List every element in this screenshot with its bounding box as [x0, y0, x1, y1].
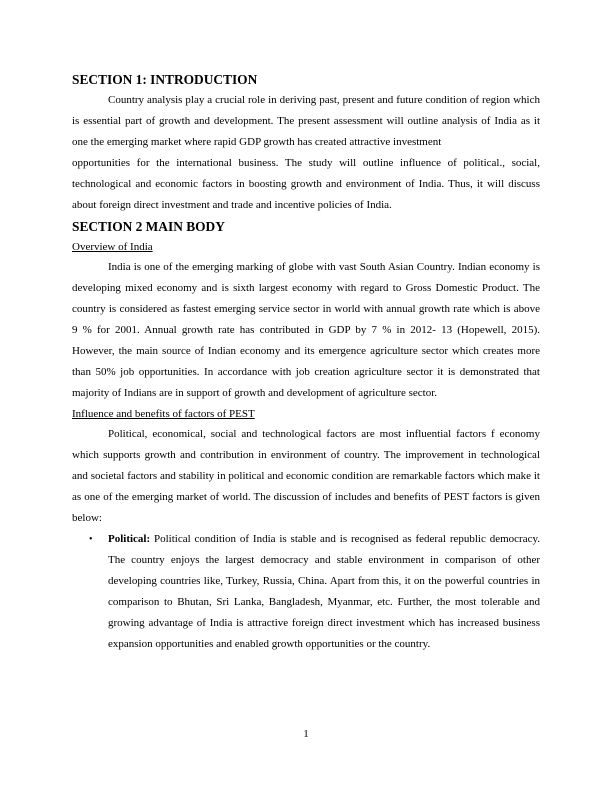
overview-text-2: . However, the main source of Indian economy and its emergence agriculture sector which creates more than 50% job opportunities. In accordance with job creation agriculture sector it is demonstrated that majority of Indians are in support of growth and development of agriculture sector. — [72, 324, 540, 399]
citation: (Hopewell, 2015) — [457, 324, 538, 336]
overview-text-1: India is one of the emerging marking of globe with vast South Asian Country. Indian economy is developing mixed economy and is sixth largest economy with regard to Gross Domestic Product. The country is considered as fastest emerging service sector in world with annual growth rate which is above 9 % for 2001. Annual growth rate has contributed in GDP by 7 % in 2012- 13 — [72, 261, 540, 336]
bullet-marker: • — [89, 534, 93, 545]
bullet-label: Political: — [108, 533, 151, 545]
section-1-heading: SECTION 1: INTRODUCTION — [72, 72, 258, 87]
bullet-text: Political condition of India is stable and is recognised as federal republic democracy. The country enjoys the largest democracy and stable environment in comparison of other developing countries like, Turkey, Russia, China. Apart from this, it on the powerful countries in comparison to Bhutan, Sri Lanka, Bangladesh, Myanmar, etc. Further, the most tolerable and growing advantage of India is attractive foreign direct investment which has increased business expansion opportunities and enabled growth opportunities or the country. — [108, 533, 540, 650]
intro-paragraph-1: Country analysis play a crucial role in deriving past, present and future condition of region which is essential part of growth and development. The present assessment will outline analysis of India as it one the emerging market where rapid GDP growth has created attractive investment — [72, 94, 540, 148]
document-page — [72, 70, 540, 655]
pest-subheading: Influence and benefits of factors of PEST — [72, 408, 255, 420]
page-number: 1 — [303, 728, 309, 740]
pest-paragraph: Political, economical, social and technological factors are most influential factors f economy which supports growth and contribution in environment of country. The improvement in technological and societal factors and stability in political and economic condition are remarkable factors which make it as one of the emerging market of world. The discussion of includes and benefits of PEST factors is given below: — [72, 428, 540, 524]
section-2-heading: SECTION 2 MAIN BODY — [72, 219, 225, 234]
overview-subheading: Overview of India — [72, 241, 153, 253]
overview-paragraph — [72, 257, 540, 404]
pest-bullet-list — [72, 529, 540, 655]
bullet-political — [72, 529, 540, 655]
intro-paragraph-2: opportunities for the international business. The study will outline influence of political., social, technological and economic factors in boosting growth and environment of India. Thus, it will discuss about foreign direct investment and trade and incentive policies of India. — [72, 157, 540, 211]
